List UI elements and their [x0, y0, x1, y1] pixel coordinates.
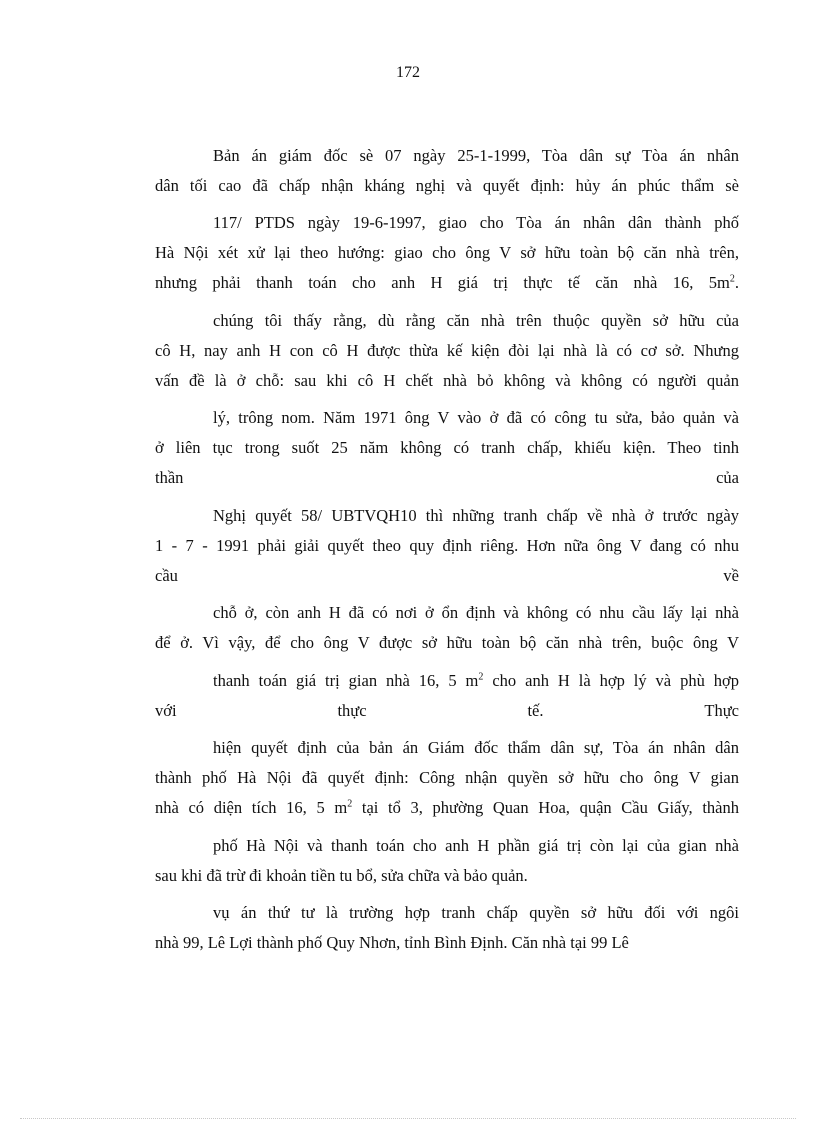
- text-line: sau khi đã trừ đi khoản tiền tu bổ, sửa chữa và bảo quản.: [155, 866, 528, 885]
- text-line: Bản án giám đốc sè 07 ngày 25-1-1999, Tòa dân sự Tòa án nhân: [213, 146, 739, 165]
- text-line: vụ án thứ tư là trường hợp tranh chấp quyền sở hữu đối với ngôi: [213, 903, 739, 922]
- page-bottom-divider: [20, 1118, 796, 1119]
- text-line: để ở. Vì vậy, để cho ông V được sở hữu toàn bộ căn nhà trên, buộc ông V: [155, 633, 739, 652]
- text-line: vấn đề là ở chỗ: sau khi cô H chết nhà bỏ không và không có người quản: [155, 371, 739, 390]
- text-line: thần của: [155, 468, 739, 487]
- text-line: dân tối cao đã chấp nhận kháng nghị và quyết định: hủy án phúc thẩm sè: [155, 176, 739, 195]
- text-line: ở liên tục trong suốt 25 năm không có tranh chấp, khiếu kiện. Theo tinh: [155, 438, 739, 457]
- text-line: với thực tế. Thực: [155, 701, 739, 720]
- text-line: hiện quyết định của bản án Giám đốc thẩm dân sự, Tòa án nhân dân: [213, 738, 739, 757]
- text-line: lý, trông nom. Năm 1971 ông V vào ở đã có công tu sửa, bảo quản và: [213, 408, 739, 427]
- text-line: thành phố Hà Nội đã quyết định: Công nhận quyền sở hữu cho ông V gian: [155, 768, 739, 787]
- text-line: 117/ PTDS ngày 19-6-1997, giao cho Tòa án nhân dân thành phố: [213, 213, 739, 232]
- text-line: 1 - 7 - 1991 phải giải quyết theo quy định riêng. Hơn nữa ông V đang có nhu: [155, 536, 739, 555]
- page-number: 172: [396, 64, 420, 81]
- text-line: nhưng phải thanh toán cho anh H giá trị thực tế căn nhà 16, $5m^2$.: [155, 273, 739, 292]
- text-line: cầu về: [155, 566, 739, 585]
- text-line: nhà 99, Lê Lợi thành phố Quy Nhơn, tỉnh Bình Định. Căn nhà tại 99 Lê: [155, 933, 629, 952]
- text-line: cô H, nay anh H con cô H được thừa kế kiện đòi lại nhà là có cơ sở. Nhưng: [155, 341, 739, 360]
- text-line: Nghị quyết 58/ UBTVQH10 thì những tranh chấp về nhà ở trước ngày: [213, 506, 739, 525]
- text-line: thanh toán giá trị gian nhà 16, 5 $m^2$ cho anh H là hợp lý và phù hợp: [213, 671, 739, 690]
- text-line: nhà có diện tích 16, 5 $m^2$ tại tổ 3, phường Quan Hoa, quận Cầu Giấy, thành: [155, 798, 739, 817]
- text-line: chỗ ở, còn anh H đã có nơi ở ổn định và không có nhu cầu lấy lại nhà: [213, 603, 739, 622]
- text-line: Hà Nội xét xử lại theo hướng: giao cho ông V sở hữu toàn bộ căn nhà trên,: [155, 243, 739, 262]
- text-line: phố Hà Nội và thanh toán cho anh H phần giá trị còn lại của gian nhà: [213, 836, 739, 855]
- text-line: chúng tôi thấy rằng, dù rằng căn nhà trên thuộc quyền sở hữu của: [213, 311, 739, 330]
